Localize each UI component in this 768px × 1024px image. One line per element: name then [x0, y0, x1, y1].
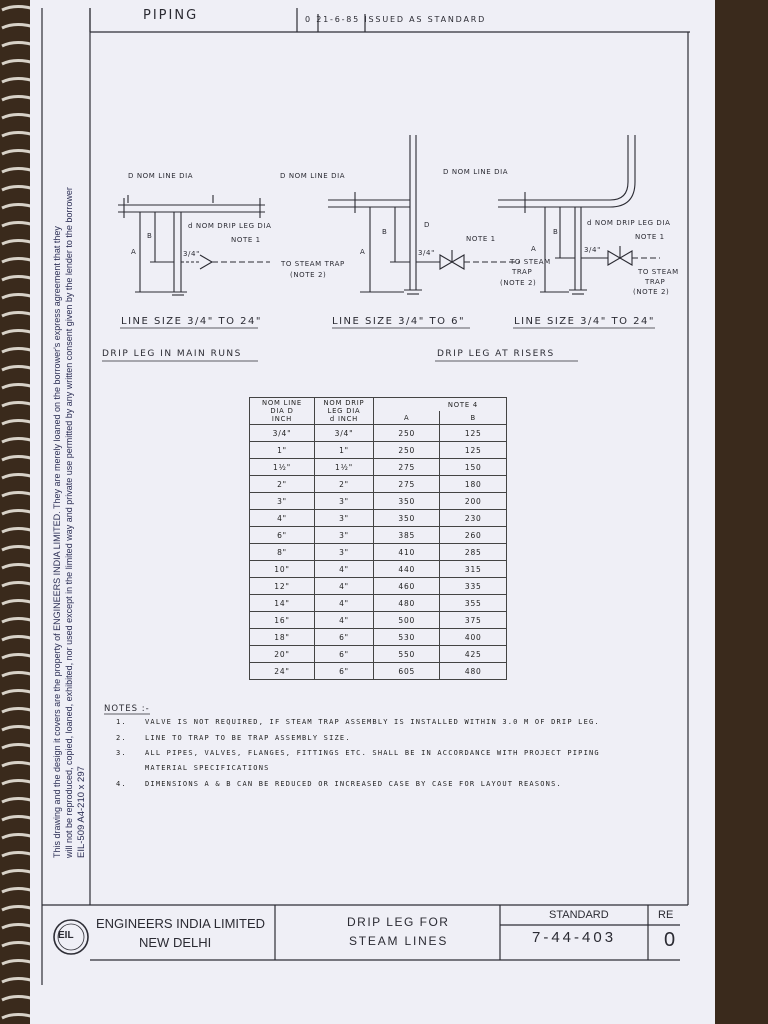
table-cell: 4" [315, 612, 374, 629]
table-cell: 335 [440, 578, 507, 595]
left-note1: NOTE 1 [231, 236, 261, 244]
table-row [250, 629, 507, 646]
left-d-label: D NOM LINE DIA [128, 172, 194, 180]
table-cell: 3/4" [315, 425, 374, 442]
table-row [250, 595, 507, 612]
eil-logo-text: EIL [58, 930, 74, 941]
table-cell: 385 [374, 527, 440, 544]
header-nom-drip-leg-dia: NOM DRIP LEG DIA d INCH [315, 398, 374, 425]
left-line-size: LINE SIZE 3/4" TO 24" [121, 316, 262, 327]
left-d-leg-label: d NOM DRIP LEG DIA [188, 222, 272, 230]
table-cell: 6" [315, 663, 374, 680]
drawing-title-line1: DRIP LEG FOR [347, 915, 450, 929]
table-cell: 530 [374, 629, 440, 646]
note-number: 4. [116, 780, 127, 788]
note-text: VALVE IS NOT REQUIRED, IF STEAM TRAP ASSEMBLY IS INSTALLED WITHIN 3.0 M OF DRIP LEG. [145, 718, 600, 726]
middle-d-label: D NOM LINE DIA [280, 172, 346, 180]
left-trap-label: TO STEAM TRAP [281, 260, 345, 268]
revision-number: 0 [664, 929, 676, 951]
table-cell: 3" [250, 493, 315, 510]
table-cell: 180 [440, 476, 507, 493]
notes-title: NOTES :- [104, 704, 150, 714]
table-cell: 3" [315, 544, 374, 561]
table-header-row [250, 398, 507, 412]
middle-d-small: D [424, 221, 430, 229]
table-cell: 480 [440, 663, 507, 680]
table-cell: 200 [440, 493, 507, 510]
middle-a-label: A [360, 248, 366, 256]
table-cell: 250 [374, 442, 440, 459]
middle-b-label: B [382, 228, 388, 236]
company-name: ENGINEERS INDIA LIMITED [96, 916, 266, 931]
left-b-label: B [147, 232, 153, 240]
table-cell: 350 [374, 493, 440, 510]
table-row [250, 544, 507, 561]
drawing-title-line2: STEAM LINES [349, 934, 449, 948]
table-cell: 315 [440, 561, 507, 578]
table-cell: 605 [374, 663, 440, 680]
table-cell: 260 [440, 527, 507, 544]
table-cell: 4" [315, 578, 374, 595]
diagram-main-run [118, 195, 270, 295]
table-cell: 6" [315, 629, 374, 646]
standard-number: 7-44-403 [532, 929, 617, 946]
table-row [250, 646, 507, 663]
middle-note1: NOTE 1 [466, 235, 496, 243]
table-row [250, 425, 507, 442]
caption-main-runs: DRIP LEG IN MAIN RUNS [102, 349, 242, 359]
header-a: A [374, 411, 440, 425]
table-cell: 1" [315, 442, 374, 459]
table-row [250, 561, 507, 578]
table-cell: 480 [374, 595, 440, 612]
right-b-label: B [553, 228, 559, 236]
table-row [250, 493, 507, 510]
table-cell: 410 [374, 544, 440, 561]
table-cell: 14" [250, 595, 315, 612]
revision-row: 0 21-6-85 ISSUED AS STANDARD [305, 15, 487, 24]
right-note1: NOTE 1 [635, 233, 665, 241]
table-cell: 3" [315, 510, 374, 527]
table-cell: 20" [250, 646, 315, 663]
middle-line-size: LINE SIZE 3/4" TO 6" [332, 316, 466, 327]
table-cell: 550 [374, 646, 440, 663]
note-number: 2. [116, 734, 127, 742]
table-cell: 3/4" [250, 425, 315, 442]
note-text: ALL PIPES, VALVES, FLANGES, FITTINGS ETC. SHALL BE IN ACCORDANCE WITH PROJECT PIPING [145, 749, 600, 757]
drip-leg-dimension-table [249, 397, 507, 680]
note-text: LINE TO TRAP TO BE TRAP ASSEMBLY SIZE. [145, 734, 351, 742]
table-cell: 8" [250, 544, 315, 561]
right-trap-note: (NOTE 2) [633, 288, 670, 296]
table-cell: 1½" [250, 459, 315, 476]
table-row [250, 442, 507, 459]
table-row [250, 663, 507, 680]
right-trap-label: TO STEAM [638, 268, 679, 276]
right-d-leg-label: d NOM DRIP LEG DIA [587, 219, 671, 227]
table-cell: 500 [374, 612, 440, 629]
table-cell: 375 [440, 612, 507, 629]
header-b: B [440, 411, 507, 425]
right-d-label: D NOM LINE DIA [443, 168, 509, 176]
note-number: 1. [116, 718, 127, 726]
table-cell: 12" [250, 578, 315, 595]
table-cell: 2" [315, 476, 374, 493]
note-text: DIMENSIONS A & B CAN BE REDUCED OR INCREASED CASE BY CASE FOR LAYOUT REASONS. [145, 780, 562, 788]
table-cell: 230 [440, 510, 507, 527]
table-cell: 4" [315, 595, 374, 612]
header-note4: NOTE 4 [374, 398, 507, 412]
table-cell: 150 [440, 459, 507, 476]
right-line-size: LINE SIZE 3/4" TO 24" [514, 316, 655, 327]
table-row [250, 527, 507, 544]
side-notice-line2: will not be reproduced, copied, loaned, exhibited, nor used except in the limited way and private use permitted by any written consent given by the lender to the borrower [64, 187, 74, 858]
table-cell: 16" [250, 612, 315, 629]
table-cell: 425 [440, 646, 507, 663]
table-cell: 250 [374, 425, 440, 442]
table-cell: 10" [250, 561, 315, 578]
side-notice-line3: EIL-509 A4-210 x 297 [76, 766, 87, 858]
right-fitting-size: 3/4" [584, 246, 601, 254]
table-cell: 2" [250, 476, 315, 493]
table-cell: 18" [250, 629, 315, 646]
note-number: 3. [116, 749, 127, 757]
table-cell: 400 [440, 629, 507, 646]
middle-trap-note: (NOTE 2) [500, 279, 537, 287]
header-nom-line-dia: NOM LINE DIA D INCH [250, 398, 315, 425]
table-cell: 350 [374, 510, 440, 527]
table-cell: 460 [374, 578, 440, 595]
section-title: PIPING [143, 8, 199, 23]
table-row [250, 578, 507, 595]
table-cell: 4" [250, 510, 315, 527]
left-fitting-size: 3/4" [183, 250, 200, 258]
table-cell: 4" [315, 561, 374, 578]
caption-risers: DRIP LEG AT RISERS [437, 349, 555, 359]
table-cell: 440 [374, 561, 440, 578]
table-row [250, 459, 507, 476]
table-cell: 3" [315, 493, 374, 510]
table-cell: 355 [440, 595, 507, 612]
left-trap-note: (NOTE 2) [290, 271, 327, 279]
table-cell: 285 [440, 544, 507, 561]
middle-trap-label2: TRAP [512, 268, 533, 276]
table-cell: 125 [440, 425, 507, 442]
table-row [250, 476, 507, 493]
diagram-riser-small [328, 135, 520, 294]
revision-label: RE [658, 909, 674, 921]
company-city: NEW DELHI [139, 935, 212, 950]
table-cell: 1" [250, 442, 315, 459]
table-cell: 3" [315, 527, 374, 544]
middle-trap-label: TO STEAM [510, 258, 551, 266]
table-cell: 24" [250, 663, 315, 680]
table-cell: 275 [374, 476, 440, 493]
table-cell: 6" [250, 527, 315, 544]
right-trap-label2: TRAP [645, 278, 666, 286]
side-notice-line1: This drawing and the design it covers are the property of ENGINEERS INDIA LIMITED. They are merely loaned on the borrower's express agreement that they [52, 226, 62, 858]
table-cell: 125 [440, 442, 507, 459]
table-cell: 1½" [315, 459, 374, 476]
middle-fitting-size: 3/4" [418, 249, 435, 257]
right-a-label: A [531, 245, 537, 253]
table-cell: 6" [315, 646, 374, 663]
table-row [250, 510, 507, 527]
table-cell: 275 [374, 459, 440, 476]
standard-label: STANDARD [549, 909, 609, 921]
table-row [250, 612, 507, 629]
note-text: MATERIAL SPECIFICATIONS [145, 764, 270, 772]
left-a-label: A [131, 248, 137, 256]
